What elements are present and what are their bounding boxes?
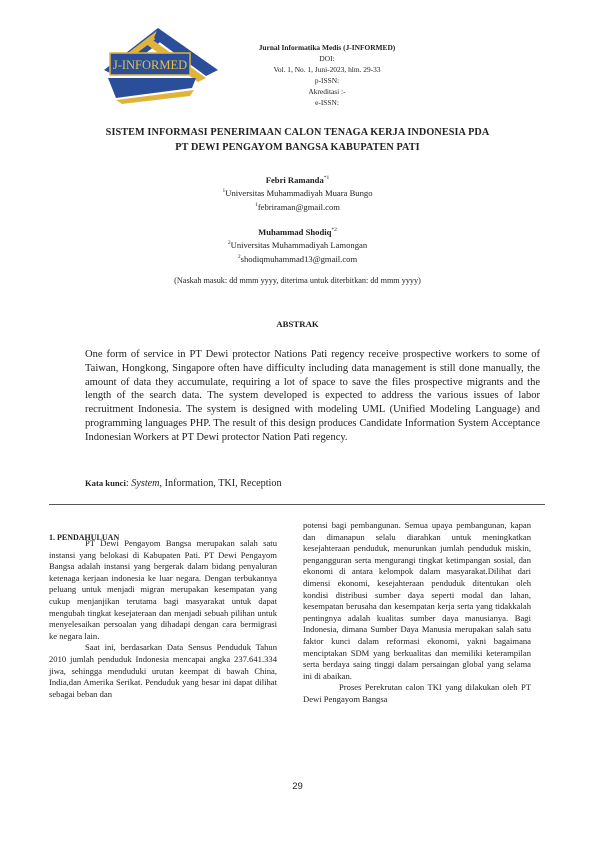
author-sup: *2	[331, 227, 337, 233]
logo-text: J-INFORMED	[112, 58, 188, 72]
keyword-system: System	[131, 478, 160, 489]
divider-rule	[49, 504, 545, 505]
author-name: Febri Ramanda	[265, 174, 324, 185]
abstract-text: One form of service in PT Dewi protector Nations Pati regency receive prospective workers to some of Taiwan, Hongkong, Singapore often have difficulty including data management is still done manually, the amount of data they accumulate, requiring a lot of space to save the files prospective migrants and the length of the search data. The system developed is expected to address the various issues of labor recruitment Indonesia. The system is designed with modeling UML (Unified Modeling Language) and programming languages PHP. The result of this design produces Candidate Information System Acceptance Indonesian Workers at PT Dewi protector Nation Pati regency.	[85, 349, 540, 443]
paragraph: PT Dewi Pengayom Bangsa merupakan salah satu instansi yang belokasi di Kabupaten Pati. PT Dewi Pengayom Bangsa adalah instansi yang bergerak dalam bidang penyaluran ketenaga kerjaan indonesia ke luar negara. Dengan terbukannya peluang untuk menjadi migran merupakan kesempatan yang cukup menjanjikan terutama bagi masyarakat untuk dapat mengubah tingkat kesejateraan dan menjadi sebuah pilihan untuk menyelesaikan persoalan yang dihadapi dengan cara bermigrasi ke negara lain.	[49, 538, 277, 641]
email-sup: 1	[255, 201, 258, 208]
paragraph: Proses Perekrutan calon TKI yang dilakukan oleh PT Dewi Pengayom Bangsa	[303, 682, 531, 704]
section-heading: 1. PENDAHULUAN	[49, 533, 120, 542]
paragraph: Saat ini, berdasarkan Data Sensus Penduduk Tahun 2010 jumlah penduduk Indonesia mencapai angka 237.641.334 jiwa, sehingga menduduki urutan keempat di bawah China, India,dan Amerika Serikat. Penduduk yang besar ini dapat dilihat sebagai beban dan	[49, 642, 277, 699]
column-left	[49, 538, 277, 700]
e-issn: e-ISSN:	[315, 98, 339, 107]
author-name: Muhammad Shodiq	[258, 226, 332, 237]
author-sup: *1	[323, 175, 330, 181]
author-block-2	[150, 225, 445, 265]
author-block-1	[150, 173, 445, 213]
journal-logo	[86, 18, 236, 110]
journal-header	[232, 42, 422, 108]
p-issn: p-ISSN:	[314, 76, 340, 85]
title-line-1: SISTEM INFORMASI PENERIMAAN CALON TENAGA KERJA INDONESIA PDA	[105, 127, 490, 138]
author-email[interactable]: febriraman@gmail.com	[257, 201, 340, 212]
paper-title	[70, 126, 525, 155]
submission-dates: (Naskah masuk: dd mmm yyyy, diterima untuk diterbitkan: dd mmm yyyy)	[174, 276, 421, 285]
affil-sup: 2	[227, 240, 231, 247]
author-affiliation: Universitas Muhammadiyah Lamongan	[230, 240, 368, 251]
journal-name: Jurnal Informatika Medis (J-INFORMED)	[258, 43, 396, 52]
keywords-rest: , Information, TKI, Reception	[159, 478, 282, 489]
email-sup: 2	[237, 253, 241, 260]
keywords	[85, 478, 540, 489]
author-affiliation: Universitas Muhammadiyah Muara Bungo	[225, 188, 373, 199]
page-number: 29	[292, 781, 303, 792]
abstract-heading: ABSTRAK	[276, 319, 319, 329]
keywords-separator: :	[125, 478, 129, 489]
accreditation: Akreditasi :-	[308, 87, 346, 96]
keywords-label: Kata kunci	[85, 478, 126, 488]
volume-info: Vol. 1, No. 1, Juni-2023, hlm. 29-33	[273, 65, 381, 74]
logo-graphic	[86, 18, 236, 110]
column-right	[303, 520, 531, 706]
author-email[interactable]: shodiqmuhammad13@gmail.com	[240, 253, 358, 264]
title-line-2: PT DEWI PENGAYOM BANGSA KABUPATEN PATI	[175, 141, 420, 153]
doi: DOI:	[319, 54, 335, 63]
paragraph: potensi bagi pembangunan. Semua upaya pembangunan, kapan dan dimanapun selalu diarahkan untuk meningkatkan kesejahteraan penduduk, menurunkan jumlah penduduk miskin, pengangguran serta mengurangi tingkat ketimpangan sosial, dan ekonomi di antara kelompok dalam masyarakat.Dilihat dari dimensi ekonomi, kesejahteraan penduduk ditentukan oleh kondisi distribusi sumber daya seperti modal dan lahan, kesempatan berusaha dan kesempatan kerja serta yang tidakkalah pentingnya adalah kualitas sumber daya manusianya. Bagi Indonesia, dimana Sumber Daya Manusia merupakan salah satu faktor kunci dalam reformasi ekonomi, yakni bagaimana menciptakan SDM yang berkualitas dan memiliki keterampilan serta berdaya saing tinggi dalam persaingan global yang selama ini di abaikan.	[303, 520, 531, 681]
affil-sup: 1	[222, 188, 226, 195]
